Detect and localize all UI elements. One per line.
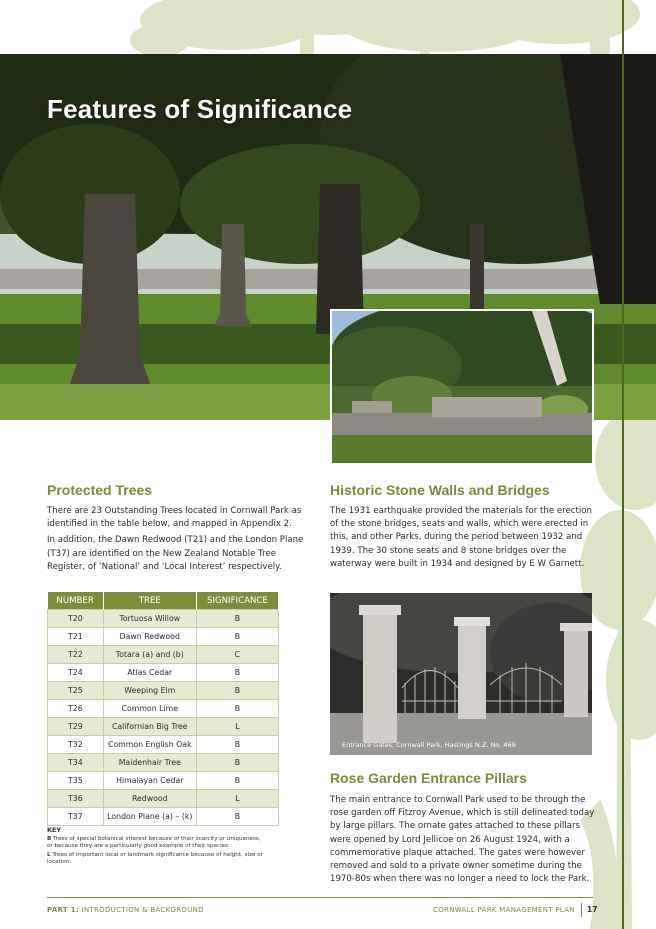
cell-number: T32 — [48, 736, 104, 754]
cell-tree: London Plane (a) – (k) — [103, 808, 196, 826]
column-header-tree: TREE — [103, 592, 196, 610]
footer-rule — [47, 897, 593, 898]
stone-walls-paragraph: The 1931 earthquake provided the materials for the erection of the stone bridges, seats and walls, which were erected in this, and other Parks, during the period between 1932 and 1939. The 30 stone seats and 8 stone bridges over the waterway were built in 1934 and designed by E W Garnett. — [330, 506, 592, 569]
rose-garden-text — [330, 794, 596, 889]
side-rule — [622, 0, 624, 929]
cell-number: T24 — [48, 664, 104, 682]
gates-photo-caption: Entrance Gates, Cornwall Park, Hastings N.Z. No. 469 — [342, 741, 516, 749]
key-text-b: Trees of special botanical interest because of their scarcity or uniqueness, or because they are a particularly good example of their species. — [47, 835, 261, 850]
table-row — [48, 700, 279, 718]
page-number: 17 — [587, 905, 598, 914]
cell-tree: Tortuosa Willow — [103, 610, 196, 628]
footer-part-label: PART 1: — [47, 906, 79, 914]
protected-trees-paragraph: In addition, the Dawn Redwood (T21) and the London Plane (T37) are identified on the New Zealand Notable Tree Register, of ‘National’ and ‘Local Interest’ respectively. — [47, 535, 304, 572]
table-row — [48, 790, 279, 808]
cell-significance: B — [196, 700, 278, 718]
cell-tree: Himalayan Cedar — [103, 772, 196, 790]
rose-garden-heading: Rose Garden Entrance Pillars — [330, 770, 527, 786]
cell-tree: Totara (a) and (b) — [103, 646, 196, 664]
table-body — [48, 610, 279, 826]
column-header-number: NUMBER — [48, 592, 104, 610]
protected-trees-paragraph: There are 23 Outstanding Trees located in Cornwall Park as identified in the table below, and mapped in Appendix 2. — [47, 506, 302, 530]
entrance-gates-photo — [330, 593, 592, 755]
cell-significance: B — [196, 772, 278, 790]
cell-tree: Common Lime — [103, 700, 196, 718]
cell-significance: L — [196, 718, 278, 736]
cell-tree: Redwood — [103, 790, 196, 808]
table-row — [48, 646, 279, 664]
cell-number: T29 — [48, 718, 104, 736]
footer-separator — [581, 903, 582, 917]
cell-significance: B — [196, 736, 278, 754]
cell-tree: Weeping Elm — [103, 682, 196, 700]
cell-significance: C — [196, 646, 278, 664]
table-row — [48, 736, 279, 754]
page-title: Features of Significance — [47, 94, 353, 124]
protected-trees-text — [47, 505, 309, 577]
table-key — [47, 827, 267, 868]
cell-number: T37 — [48, 808, 104, 826]
cell-number: T35 — [48, 772, 104, 790]
footer-section — [47, 906, 204, 914]
table-row — [48, 718, 279, 736]
cell-number: T26 — [48, 700, 104, 718]
key-title: KEY — [47, 826, 61, 834]
cell-tree: Californian Big Tree — [103, 718, 196, 736]
rose-garden-paragraph: The main entrance to Cornwall Park used to be through the rose garden off Fitzroy Avenue, which is still delineated today by large pillars. The ornate gates attached to these pillars were opened by Lord Jellicoe on 26 August 1924, with a commemorative plaque attached. The gates were however removed and sold to a private owner sometime during the 1970-80s when there was no longer a need to lock the Park. — [330, 795, 595, 885]
table-row — [48, 808, 279, 826]
footer-part-title: INTRODUCTION & BACKGROUND — [81, 906, 204, 914]
cell-number: T20 — [48, 610, 104, 628]
cell-significance: B — [196, 664, 278, 682]
key-letter-b: B — [47, 835, 52, 842]
cell-number: T22 — [48, 646, 104, 664]
cell-significance: B — [196, 610, 278, 628]
footer-doc-title: CORNWALL PARK MANAGEMENT PLAN — [433, 906, 575, 914]
key-text-l: Trees of important local or landmark significance because of height, size or location. — [47, 851, 263, 866]
cell-significance: B — [196, 628, 278, 646]
cell-significance: B — [196, 682, 278, 700]
table-row — [48, 664, 279, 682]
protected-trees-heading: Protected Trees — [47, 482, 153, 498]
table-row — [48, 772, 279, 790]
protected-trees-table — [47, 592, 279, 826]
stone-wall-photo — [330, 309, 594, 465]
cell-tree: Common English Oak — [103, 736, 196, 754]
column-header-significance: SIGNIFICANCE — [196, 592, 278, 610]
cell-tree: Maidenhair Tree — [103, 754, 196, 772]
cell-number: T25 — [48, 682, 104, 700]
table-row — [48, 682, 279, 700]
cell-tree: Dawn Redwood — [103, 628, 196, 646]
cell-number: T36 — [48, 790, 104, 808]
stone-walls-text — [330, 505, 596, 574]
stone-walls-heading: Historic Stone Walls and Bridges — [330, 482, 550, 498]
cell-significance: B — [196, 754, 278, 772]
key-line-b — [47, 836, 267, 851]
table-row — [48, 628, 279, 646]
key-letter-l: L — [47, 851, 51, 858]
cell-number: T21 — [48, 628, 104, 646]
cell-significance: L — [196, 790, 278, 808]
cell-number: T34 — [48, 754, 104, 772]
table-row — [48, 754, 279, 772]
cell-significance: B — [196, 808, 278, 826]
table-row — [48, 610, 279, 628]
table-header-row — [48, 592, 279, 610]
cell-tree: Atlas Cedar — [103, 664, 196, 682]
stone-wall-image — [332, 311, 592, 463]
tree-silhouette-top — [0, 0, 656, 60]
key-line-l — [47, 852, 267, 867]
entrance-gates-image — [330, 593, 592, 755]
